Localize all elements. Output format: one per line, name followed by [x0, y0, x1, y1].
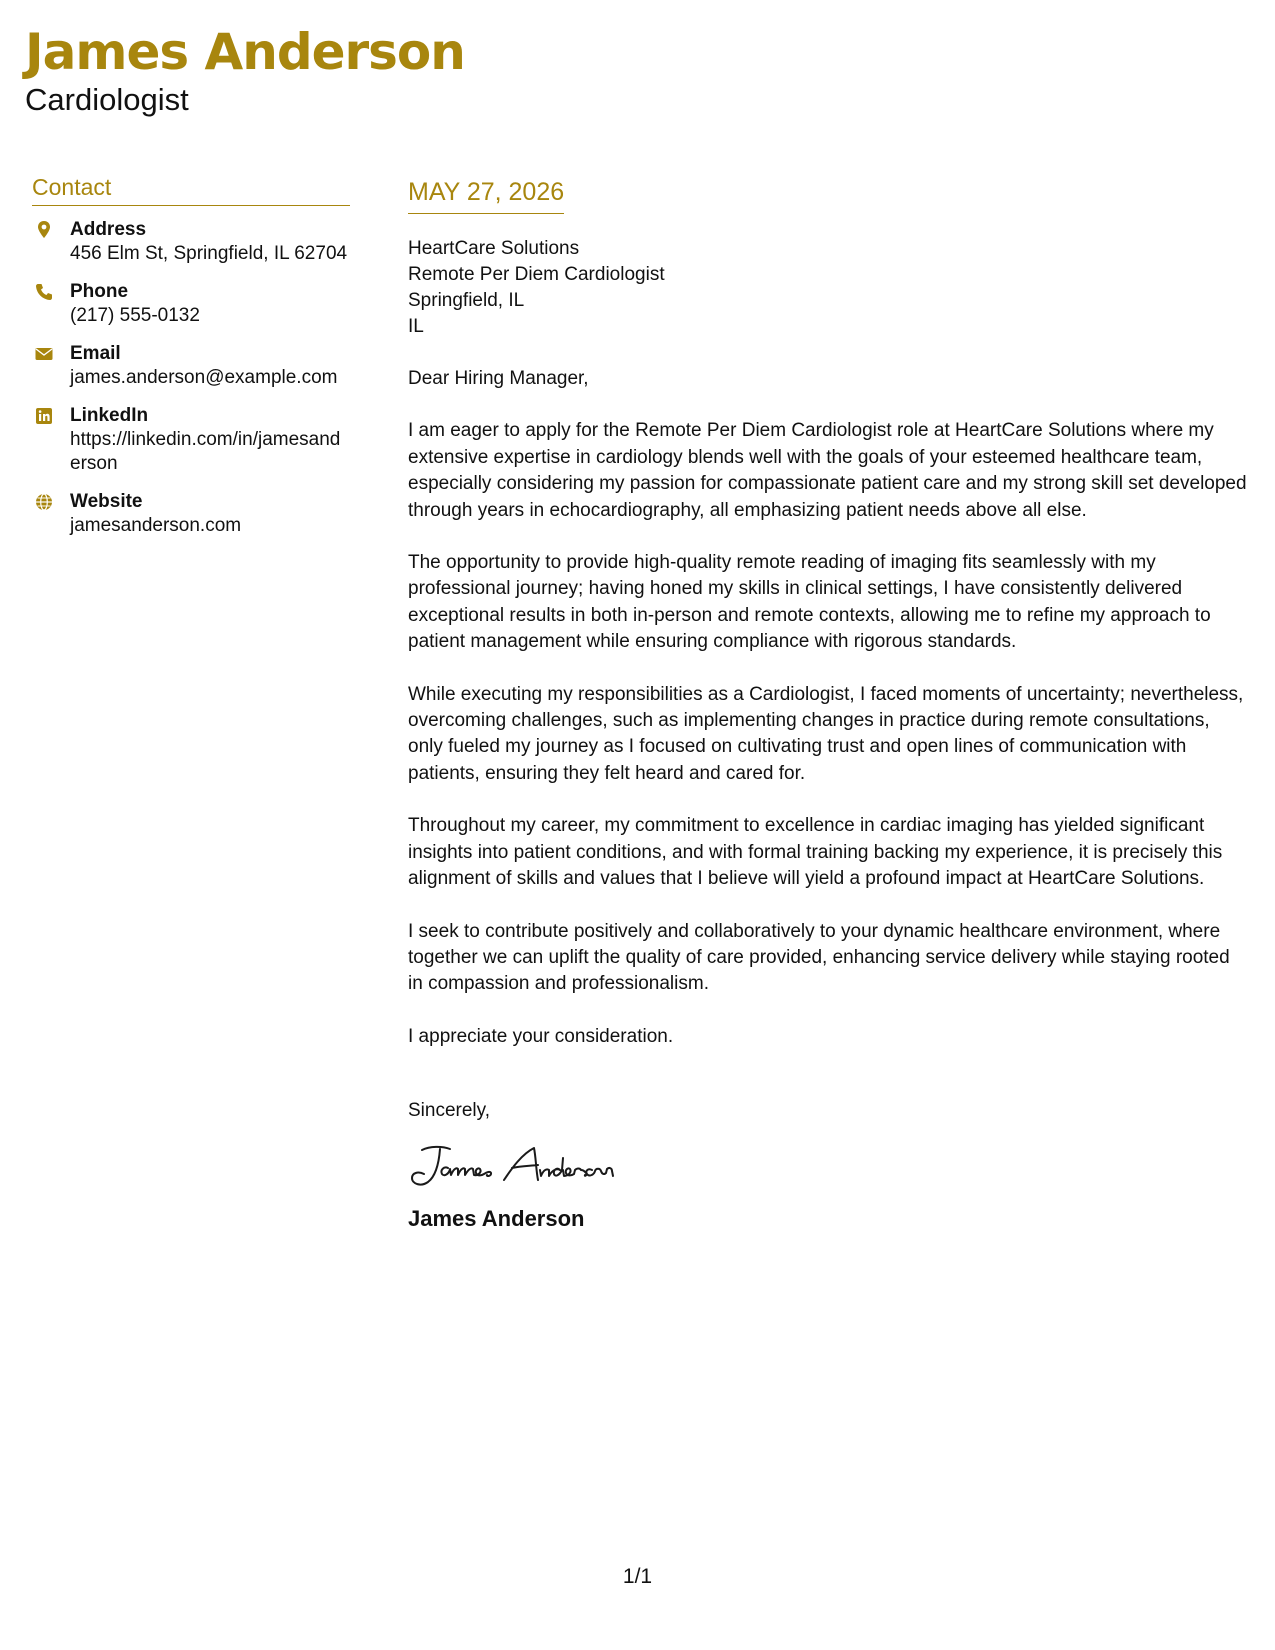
recipient-line: Springfield, IL [408, 290, 525, 311]
contact-label: Phone [70, 281, 129, 302]
paragraph: I am eager to apply for the Remote Per Diem Cardiologist role at HeartCare Solutions where my extensive expertise in cardiology blends well with the goals of your esteemed healthcare team, especially considering my passion for compassionate patient care and my strong skill set developed through years in echocardiography, all emphasizing patient needs above all else. [408, 420, 1247, 521]
contact-label: Address [70, 219, 147, 240]
recipient-line: Remote Per Diem Cardiologist [408, 264, 665, 285]
contact-address [32, 218, 350, 266]
signed-name: James Anderson [408, 1206, 585, 1232]
contact-sidebar [32, 174, 350, 552]
contact-label: Email [70, 343, 121, 364]
paragraph: The opportunity to provide high-quality remote reading of imaging fits seamlessly with my professional journey; having honed my skills in clinical settings, I have consistently delivered exceptional results in both in-person and remote contexts, allowing me to refine my approach to patient management while ensuring compliance with rigorous standards. [408, 552, 1211, 653]
paragraph: I seek to contribute positively and collaboratively to your dynamic healthcare environment, where together we can uplift the quality of care provided, enhancing service delivery while staying rooted in compassion and professionalism. [408, 920, 1230, 995]
paragraph: Throughout my career, my commitment to excellence in cardiac imaging has yielded significant insights into patient conditions, and with formal training backing my experience, it is precisely this alignment of skills and values that I believe will yield a profound impact at HeartCare Solutions. [408, 815, 1223, 890]
letter-body [408, 178, 1248, 1232]
linkedin-icon [34, 406, 54, 426]
paragraph: I appreciate your consideration. [408, 1025, 674, 1047]
greeting: Dear Hiring Manager, [408, 368, 589, 389]
letter-header [25, 22, 465, 118]
contact-phone [32, 280, 350, 328]
applicant-role: Cardiologist [25, 82, 189, 117]
contact-label: LinkedIn [70, 405, 149, 426]
recipient-block [408, 236, 1248, 340]
envelope-icon [34, 344, 54, 364]
letter-date: MAY 27, 2026 [408, 178, 564, 214]
contact-label: Website [70, 491, 143, 512]
contact-email [32, 342, 350, 390]
phone-icon [34, 282, 54, 302]
contact-website [32, 490, 350, 538]
globe-icon [34, 492, 54, 512]
paragraph: While executing my responsibilities as a Cardiologist, I faced moments of uncertainty; nevertheless, overcoming challenges, such as implementing changes in practice during remote consultations, only fueled my journey as I focused on cultivating trust and open lines of communication with patients, ensuring they felt heard and cared for. [408, 683, 1244, 784]
recipient-line: HeartCare Solutions [408, 238, 580, 259]
contact-value: 456 Elm St, Springfield, IL 62704 [70, 243, 348, 264]
recipient-line: IL [408, 316, 424, 337]
handwritten-signature [408, 1140, 678, 1192]
contact-value: (217) 555-0132 [70, 305, 200, 326]
contact-heading: Contact [32, 174, 350, 206]
contact-value: https://linkedin.com/in/jamesanderson [70, 429, 341, 474]
contact-value: james.anderson@example.com [70, 367, 338, 388]
applicant-name: James Anderson [25, 23, 465, 81]
page-number: 1/1 [622, 1565, 653, 1588]
closing: Sincerely, [408, 1100, 491, 1122]
contact-value: jamesanderson.com [70, 515, 242, 536]
contact-linkedin [32, 404, 350, 476]
map-pin-icon [34, 220, 54, 240]
